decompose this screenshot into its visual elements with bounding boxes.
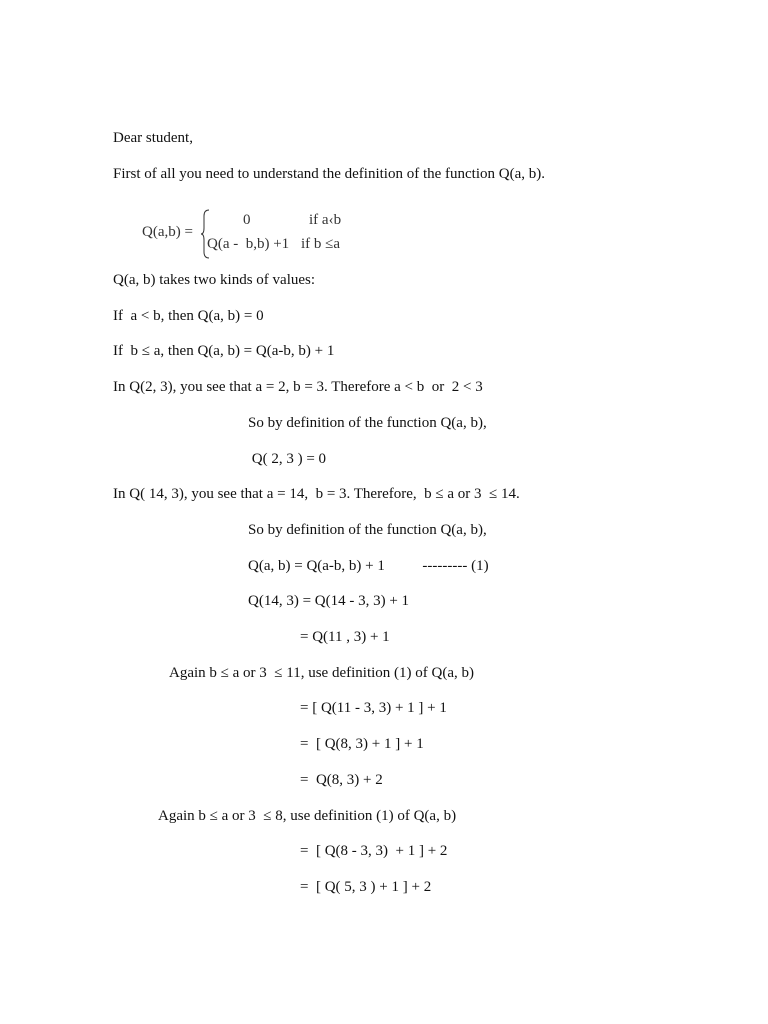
text-line: So by definition of the function Q(a, b), — [248, 415, 487, 431]
text-line: Q(14, 3) = Q(14 - 3, 3) + 1 — [248, 593, 410, 609]
formula-case1-condition: if a‹b — [309, 212, 342, 228]
formula-lhs: Q(a,b) = — [142, 224, 193, 240]
text-line: Again b ≤ a or 3 ≤ 8, use definition (1) of Q(a, b) — [158, 808, 457, 824]
formula-case1-value: 0 — [243, 212, 251, 228]
text-line: = [ Q(8, 3) + 1 ] + 1 — [300, 736, 424, 752]
formula-case2-condition: if b ≤a — [301, 236, 341, 252]
text-line: Again b ≤ a or 3 ≤ 11, use definition (1) of Q(a, b) — [169, 665, 475, 681]
text-line: = [ Q(8 - 3, 3) + 1 ] + 2 — [300, 843, 448, 859]
greeting: Dear student, — [113, 130, 193, 146]
text-line: If a < b, then Q(a, b) = 0 — [113, 308, 264, 324]
text-line: = Q(8, 3) + 2 — [300, 772, 383, 788]
text-line: Q( 2, 3 ) = 0 — [248, 451, 327, 467]
text-line: If b ≤ a, then Q(a, b) = Q(a-b, b) + 1 — [113, 343, 335, 359]
text-line: In Q( 14, 3), you see that a = 14, b = 3. Therefore, b ≤ a or 3 ≤ 14. — [113, 486, 520, 502]
text-line: = [ Q(11 - 3, 3) + 1 ] + 1 — [300, 700, 447, 716]
text-line: = [ Q( 5, 3 ) + 1 ] + 2 — [300, 879, 432, 895]
intro-paragraph: First of all you need to understand the definition of the function Q(a, b). — [113, 166, 545, 182]
function-definition-formula — [140, 208, 370, 260]
text-line: Q(a, b) takes two kinds of values: — [113, 272, 316, 288]
text-line: So by definition of the function Q(a, b), — [248, 522, 487, 538]
formula-case2-value: Q(a - b,b) +1 — [207, 236, 290, 252]
text-line: Q(a, b) = Q(a-b, b) + 1 --------- (1) — [248, 558, 489, 574]
text-line: = Q(11 , 3) + 1 — [300, 629, 390, 645]
text-line: In Q(2, 3), you see that a = 2, b = 3. Therefore a < b or 2 < 3 — [113, 379, 483, 395]
